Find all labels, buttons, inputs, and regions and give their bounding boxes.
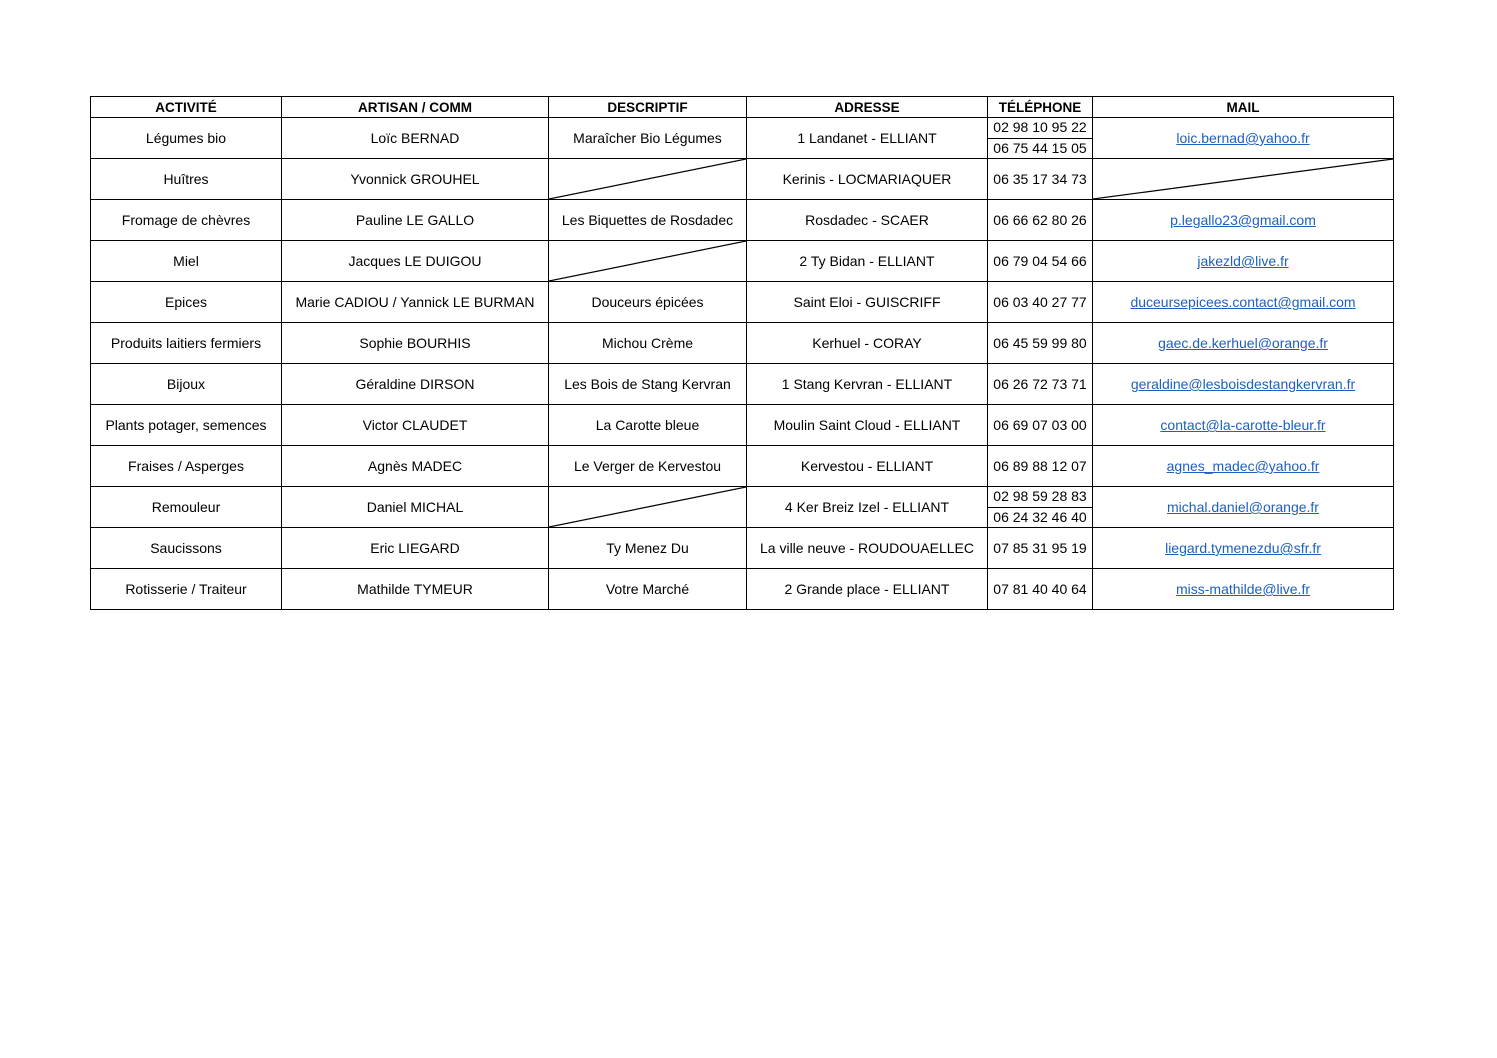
mail-cell — [1093, 405, 1394, 446]
header-artisan: ARTISAN / COMM — [282, 97, 549, 118]
artisan-cell: Loïc BERNAD — [282, 118, 549, 159]
mail-link[interactable]: contact@la-carotte-bleur.fr — [1160, 417, 1326, 433]
activite-cell: Remouleur — [91, 487, 282, 528]
activite-cell: Fromage de chèvres — [91, 200, 282, 241]
table-row — [91, 323, 1394, 364]
descriptif-cell: Maraîcher Bio Légumes — [549, 118, 747, 159]
adresse-cell: Kerhuel - CORAY — [747, 323, 988, 364]
adresse-cell: 4 Ker Breiz Izel - ELLIANT — [747, 487, 988, 528]
telephone-cell: 06 03 40 27 77 — [988, 282, 1093, 323]
header-mail: MAIL — [1093, 97, 1394, 118]
activite-cell: Bijoux — [91, 364, 282, 405]
header-descriptif: DESCRIPTIF — [549, 97, 747, 118]
artisan-cell: Agnès MADEC — [282, 446, 549, 487]
mail-cell — [1093, 323, 1394, 364]
mail-cell — [1093, 364, 1394, 405]
telephone-cell — [988, 118, 1093, 159]
descriptif-cell: Le Verger de Kervestou — [549, 446, 747, 487]
telephone-cell: 07 81 40 40 64 — [988, 569, 1093, 610]
telephone-cell: 06 69 07 03 00 — [988, 405, 1093, 446]
adresse-cell: 1 Landanet - ELLIANT — [747, 118, 988, 159]
activite-cell: Légumes bio — [91, 118, 282, 159]
table-row — [91, 200, 1394, 241]
telephone-cell: 06 45 59 99 80 — [988, 323, 1093, 364]
mail-link[interactable]: gaec.de.kerhuel@orange.fr — [1158, 335, 1328, 351]
mail-cell — [1093, 200, 1394, 241]
table-row — [91, 159, 1394, 200]
mail-cell — [1093, 528, 1394, 569]
adresse-cell: La ville neuve - ROUDOUAELLEC — [747, 528, 988, 569]
mail-cell — [1093, 241, 1394, 282]
artisan-cell: Pauline LE GALLO — [282, 200, 549, 241]
descriptif-cell: Les Bois de Stang Kervran — [549, 364, 747, 405]
artisan-cell: Eric LIEGARD — [282, 528, 549, 569]
descriptif-cell-empty — [549, 159, 747, 200]
adresse-cell: 2 Grande place - ELLIANT — [747, 569, 988, 610]
adresse-cell: Saint Eloi - GUISCRIFF — [747, 282, 988, 323]
mail-link[interactable]: jakezld@live.fr — [1197, 253, 1289, 269]
table-row — [91, 569, 1394, 610]
empty-cell-slash — [1093, 159, 1393, 199]
header-row — [91, 97, 1394, 118]
mail-link[interactable]: duceursepicees.contact@gmail.com — [1130, 294, 1356, 310]
header-activite: ACTIVITÉ — [91, 97, 282, 118]
vendors-table — [90, 96, 1394, 610]
descriptif-cell: Les Biquettes de Rosdadec — [549, 200, 747, 241]
descriptif-cell-empty — [549, 487, 747, 528]
empty-cell-slash — [549, 159, 746, 199]
header-adresse: ADRESSE — [747, 97, 988, 118]
activite-cell: Saucissons — [91, 528, 282, 569]
telephone-number: 06 24 32 46 40 — [993, 508, 1087, 525]
telephone-cell: 06 26 72 73 71 — [988, 364, 1093, 405]
activite-cell: Huîtres — [91, 159, 282, 200]
telephone-number: 02 98 10 95 22 — [988, 118, 1092, 139]
mail-cell-empty — [1093, 159, 1394, 200]
mail-link[interactable]: liegard.tymenezdu@sfr.fr — [1165, 540, 1321, 556]
telephone-cell — [988, 487, 1093, 528]
mail-cell — [1093, 446, 1394, 487]
artisan-cell: Marie CADIOU / Yannick LE BURMAN — [282, 282, 549, 323]
artisan-cell: Sophie BOURHIS — [282, 323, 549, 364]
telephone-cell: 07 85 31 95 19 — [988, 528, 1093, 569]
empty-cell-slash — [549, 241, 746, 281]
mail-link[interactable]: p.legallo23@gmail.com — [1170, 212, 1316, 228]
artisan-cell: Daniel MICHAL — [282, 487, 549, 528]
telephone-cell: 06 35 17 34 73 — [988, 159, 1093, 200]
table-row — [91, 487, 1394, 528]
mail-cell — [1093, 118, 1394, 159]
mail-cell — [1093, 282, 1394, 323]
activite-cell: Epices — [91, 282, 282, 323]
mail-link[interactable]: loic.bernad@yahoo.fr — [1176, 130, 1310, 146]
table-row — [91, 118, 1394, 159]
activite-cell: Produits laitiers fermiers — [91, 323, 282, 364]
adresse-cell: Moulin Saint Cloud - ELLIANT — [747, 405, 988, 446]
activite-cell: Plants potager, semences — [91, 405, 282, 446]
telephone-number: 06 75 44 15 05 — [993, 139, 1087, 156]
adresse-cell: Kervestou - ELLIANT — [747, 446, 988, 487]
table-row — [91, 364, 1394, 405]
artisan-cell: Victor CLAUDET — [282, 405, 549, 446]
table-row — [91, 528, 1394, 569]
table-row — [91, 282, 1394, 323]
artisan-cell: Jacques LE DUIGOU — [282, 241, 549, 282]
telephone-cell: 06 79 04 54 66 — [988, 241, 1093, 282]
header-telephone: TÉLÉPHONE — [988, 97, 1093, 118]
artisan-cell: Mathilde TYMEUR — [282, 569, 549, 610]
empty-cell-slash — [549, 487, 746, 527]
table-row — [91, 405, 1394, 446]
mail-cell — [1093, 487, 1394, 528]
descriptif-cell: Michou Crème — [549, 323, 747, 364]
descriptif-cell-empty — [549, 241, 747, 282]
mail-link[interactable]: agnes_madec@yahoo.fr — [1166, 458, 1320, 474]
adresse-cell: 2 Ty Bidan - ELLIANT — [747, 241, 988, 282]
activite-cell: Miel — [91, 241, 282, 282]
activite-cell: Rotisserie / Traiteur — [91, 569, 282, 610]
adresse-cell: Kerinis - LOCMARIAQUER — [747, 159, 988, 200]
mail-link[interactable]: miss-mathilde@live.fr — [1175, 581, 1310, 597]
mail-link[interactable]: geraldine@lesboisdestangkervran.fr — [1130, 376, 1356, 392]
telephone-cell: 06 66 62 80 26 — [988, 200, 1093, 241]
mail-cell — [1093, 569, 1394, 610]
activite-cell: Fraises / Asperges — [91, 446, 282, 487]
table-row — [91, 241, 1394, 282]
table-row — [91, 446, 1394, 487]
telephone-number: 02 98 59 28 83 — [988, 487, 1092, 508]
descriptif-cell: Ty Menez Du — [549, 528, 747, 569]
adresse-cell: 1 Stang Kervran - ELLIANT — [747, 364, 988, 405]
descriptif-cell: Douceurs épicées — [549, 282, 747, 323]
descriptif-cell: Votre Marché — [549, 569, 747, 610]
artisan-cell: Yvonnick GROUHEL — [282, 159, 549, 200]
adresse-cell: Rosdadec - SCAER — [747, 200, 988, 241]
telephone-cell: 06 89 88 12 07 — [988, 446, 1093, 487]
mail-link[interactable]: michal.daniel@orange.fr — [1167, 499, 1319, 515]
descriptif-cell: La Carotte bleue — [549, 405, 747, 446]
artisan-cell: Géraldine DIRSON — [282, 364, 549, 405]
